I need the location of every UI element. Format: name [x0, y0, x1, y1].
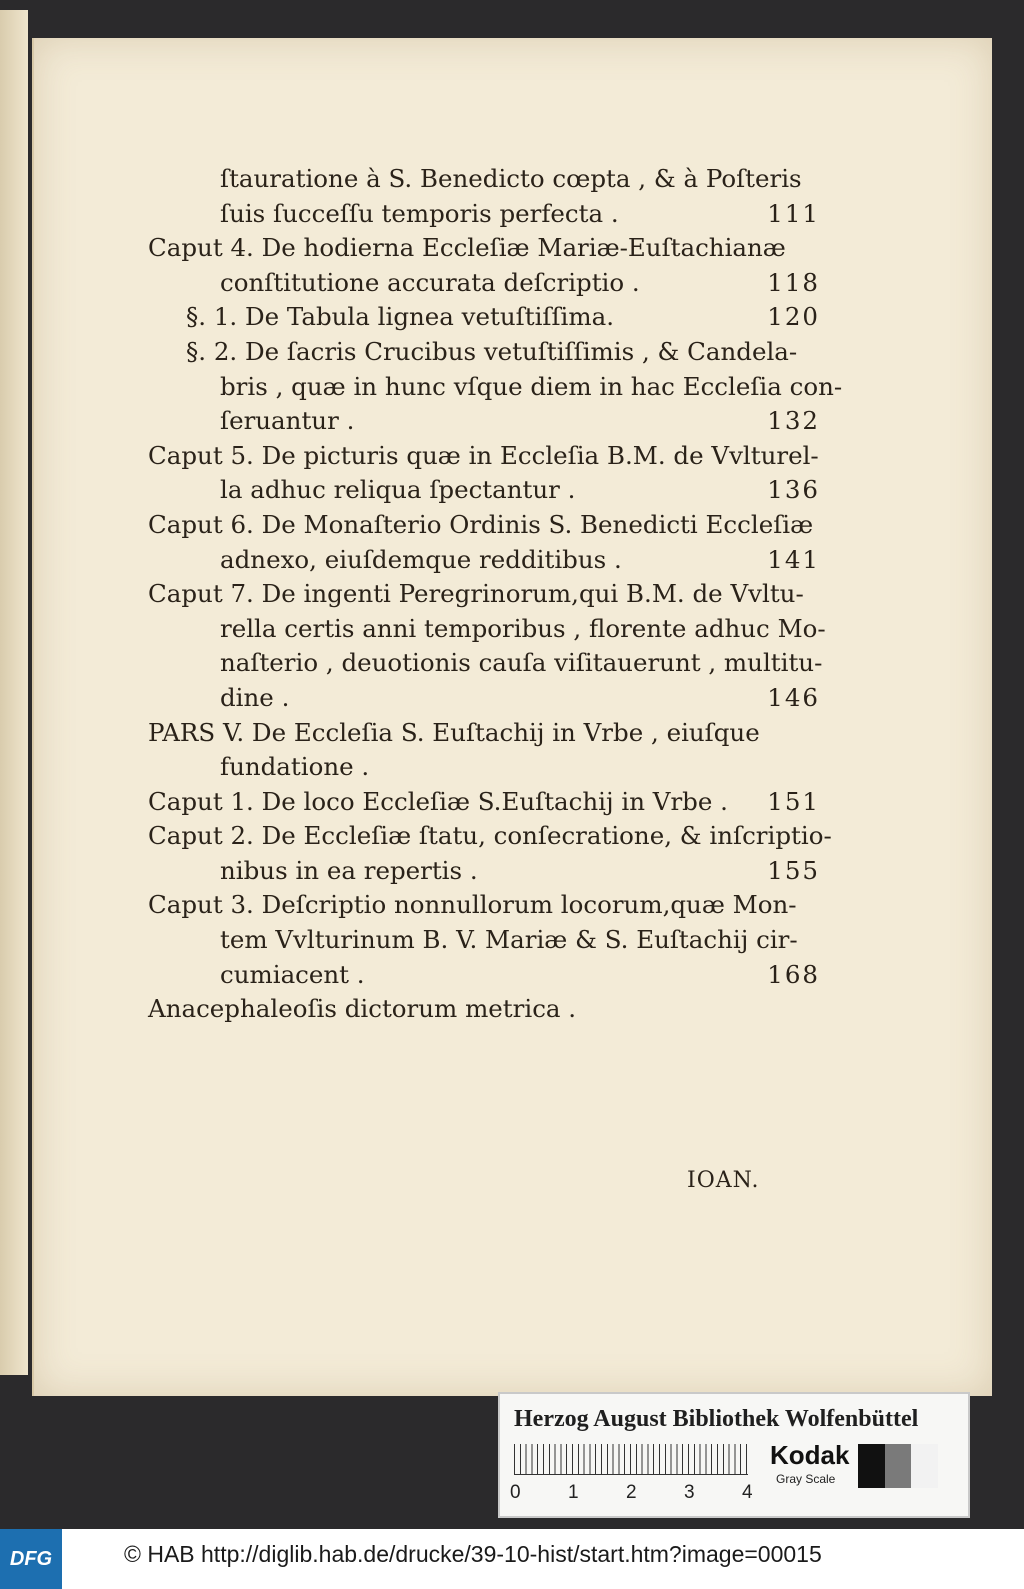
toc-line [148, 923, 820, 958]
ruler-number: 2 [626, 1482, 637, 1503]
gray-swatches [858, 1444, 938, 1488]
ruler-number: 1 [568, 1482, 579, 1503]
toc-line [148, 750, 820, 785]
toc-entry-text: tem Vvlturinum B. V. Mariæ & S. Euſtachij cir- [220, 925, 798, 955]
toc-line [148, 197, 820, 232]
toc-line [148, 231, 820, 266]
toc-line [148, 612, 826, 647]
toc-line [148, 370, 843, 405]
toc-entry-text: naſterio , deuotionis cauſa viſitauerunt , multitu- [220, 648, 823, 678]
toc-line [148, 266, 820, 301]
toc-line [148, 404, 820, 439]
toc-entry-text: Caput 6. De Monaſterio Ordinis S. Benedicti Eccleſiæ [148, 509, 814, 539]
toc-entry-text: dine . [220, 682, 290, 712]
footer-bar [0, 1529, 1024, 1589]
ruler-number: 4 [742, 1482, 753, 1503]
toc-line [148, 854, 820, 889]
gray-swatch [885, 1444, 912, 1488]
toc-line [148, 958, 820, 993]
ruler-number: 0 [510, 1482, 521, 1503]
toc-entry-text: ſeruantur . [220, 406, 355, 436]
toc-page-number: 146 [767, 682, 820, 712]
toc-entry-text: §. 1. De Tabula lignea vetuſtiſſima. [186, 302, 614, 332]
toc-page-number: 118 [767, 267, 820, 297]
catchword: IOAN. [687, 1168, 760, 1193]
toc-line [148, 508, 820, 543]
kodak-logo: Kodak [770, 1440, 850, 1470]
toc-line [148, 992, 820, 1027]
toc-entry-text: Caput 1. De loco Eccleſiæ S.Euſtachij in Vrbe . [148, 786, 728, 816]
toc-entry-text: Caput 4. De hodierna Eccleſiæ Mariæ-Euſtachianæ [148, 233, 786, 263]
toc-entry-text: conſtitutione accurata deſcriptio . [220, 267, 640, 297]
table-of-contents [148, 162, 843, 1027]
toc-entry-text: Caput 2. De Eccleſiæ ſtatu, conſecratione, & inſcriptio- [148, 821, 832, 851]
toc-line [148, 646, 823, 681]
toc-page-number: 151 [767, 786, 820, 816]
color-target-card [498, 1392, 970, 1518]
library-name: Herzog August Bibliothek Wolfenbüttel [514, 1406, 919, 1432]
toc-entry-text: ſtauratione à S. Benedicto cœpta , & à Poſteris [220, 164, 802, 193]
facing-page-edge [0, 10, 28, 1375]
toc-entry-text: PARS V. De Eccleſia S. Euſtachij in Vrbe , eiuſque [148, 717, 760, 747]
toc-entry-text: la adhuc reliqua ſpectantur . [220, 475, 576, 505]
toc-entry-text: adnexo, eiuſdemque redditibus . [220, 544, 622, 574]
ruler-numbers [510, 1482, 770, 1506]
copyright-link[interactable]: © HAB http://diglib.hab.de/drucke/39-10-hist/start.htm?image=00015 [124, 1541, 822, 1567]
toc-page-number: 141 [767, 544, 820, 574]
toc-page-number: 111 [767, 198, 820, 228]
toc-page-number: 168 [767, 959, 820, 989]
toc-line [148, 335, 820, 370]
toc-line [148, 473, 820, 508]
toc-entry-text: bris , quæ in hunc vſque diem in hac Eccleſia con- [220, 371, 843, 401]
toc-line [148, 300, 820, 335]
toc-line [148, 785, 820, 820]
toc-line [148, 162, 820, 197]
toc-entry-text: Caput 5. De picturis quæ in Eccleſia B.M. de Vvlturel- [148, 440, 819, 470]
toc-entry-text: Caput 3. Deſcriptio nonnullorum locorum,quæ Mon- [148, 890, 797, 920]
toc-line [148, 543, 820, 578]
toc-entry-text: fundatione . [220, 752, 370, 782]
toc-entry-text: §. 2. De ſacris Crucibus vetuſtiſſimis , & Candela- [186, 336, 798, 366]
toc-page-number: 136 [767, 475, 820, 505]
toc-entry-text: ſuis ſucceſſu temporis perfecta . [220, 198, 619, 228]
toc-line [148, 681, 820, 716]
scale-ruler [514, 1444, 748, 1475]
dfg-logo: DFG [0, 1529, 62, 1589]
toc-line [148, 577, 820, 612]
toc-entry-text: cumiacent . [220, 959, 365, 989]
toc-line [148, 716, 820, 751]
gray-scale-label: Gray Scale [776, 1472, 836, 1486]
toc-entry-text: Anacephaleoſis dictorum metrica . [148, 994, 577, 1024]
toc-entry-text: rella certis anni temporibus , florente adhuc Mo- [220, 613, 826, 643]
toc-line [148, 888, 820, 923]
gray-swatch [858, 1444, 885, 1488]
toc-entry-text: nibus in ea repertis . [220, 855, 478, 885]
toc-line [148, 439, 820, 474]
toc-entry-text: Caput 7. De ingenti Peregrinorum,qui B.M. de Vvltu- [148, 579, 804, 609]
toc-page-number: 132 [767, 406, 820, 436]
ruler-number: 3 [684, 1482, 695, 1503]
toc-page-number: 120 [767, 302, 820, 332]
toc-page-number: 155 [767, 855, 820, 885]
toc-line [148, 819, 832, 854]
gray-swatch [911, 1444, 938, 1488]
